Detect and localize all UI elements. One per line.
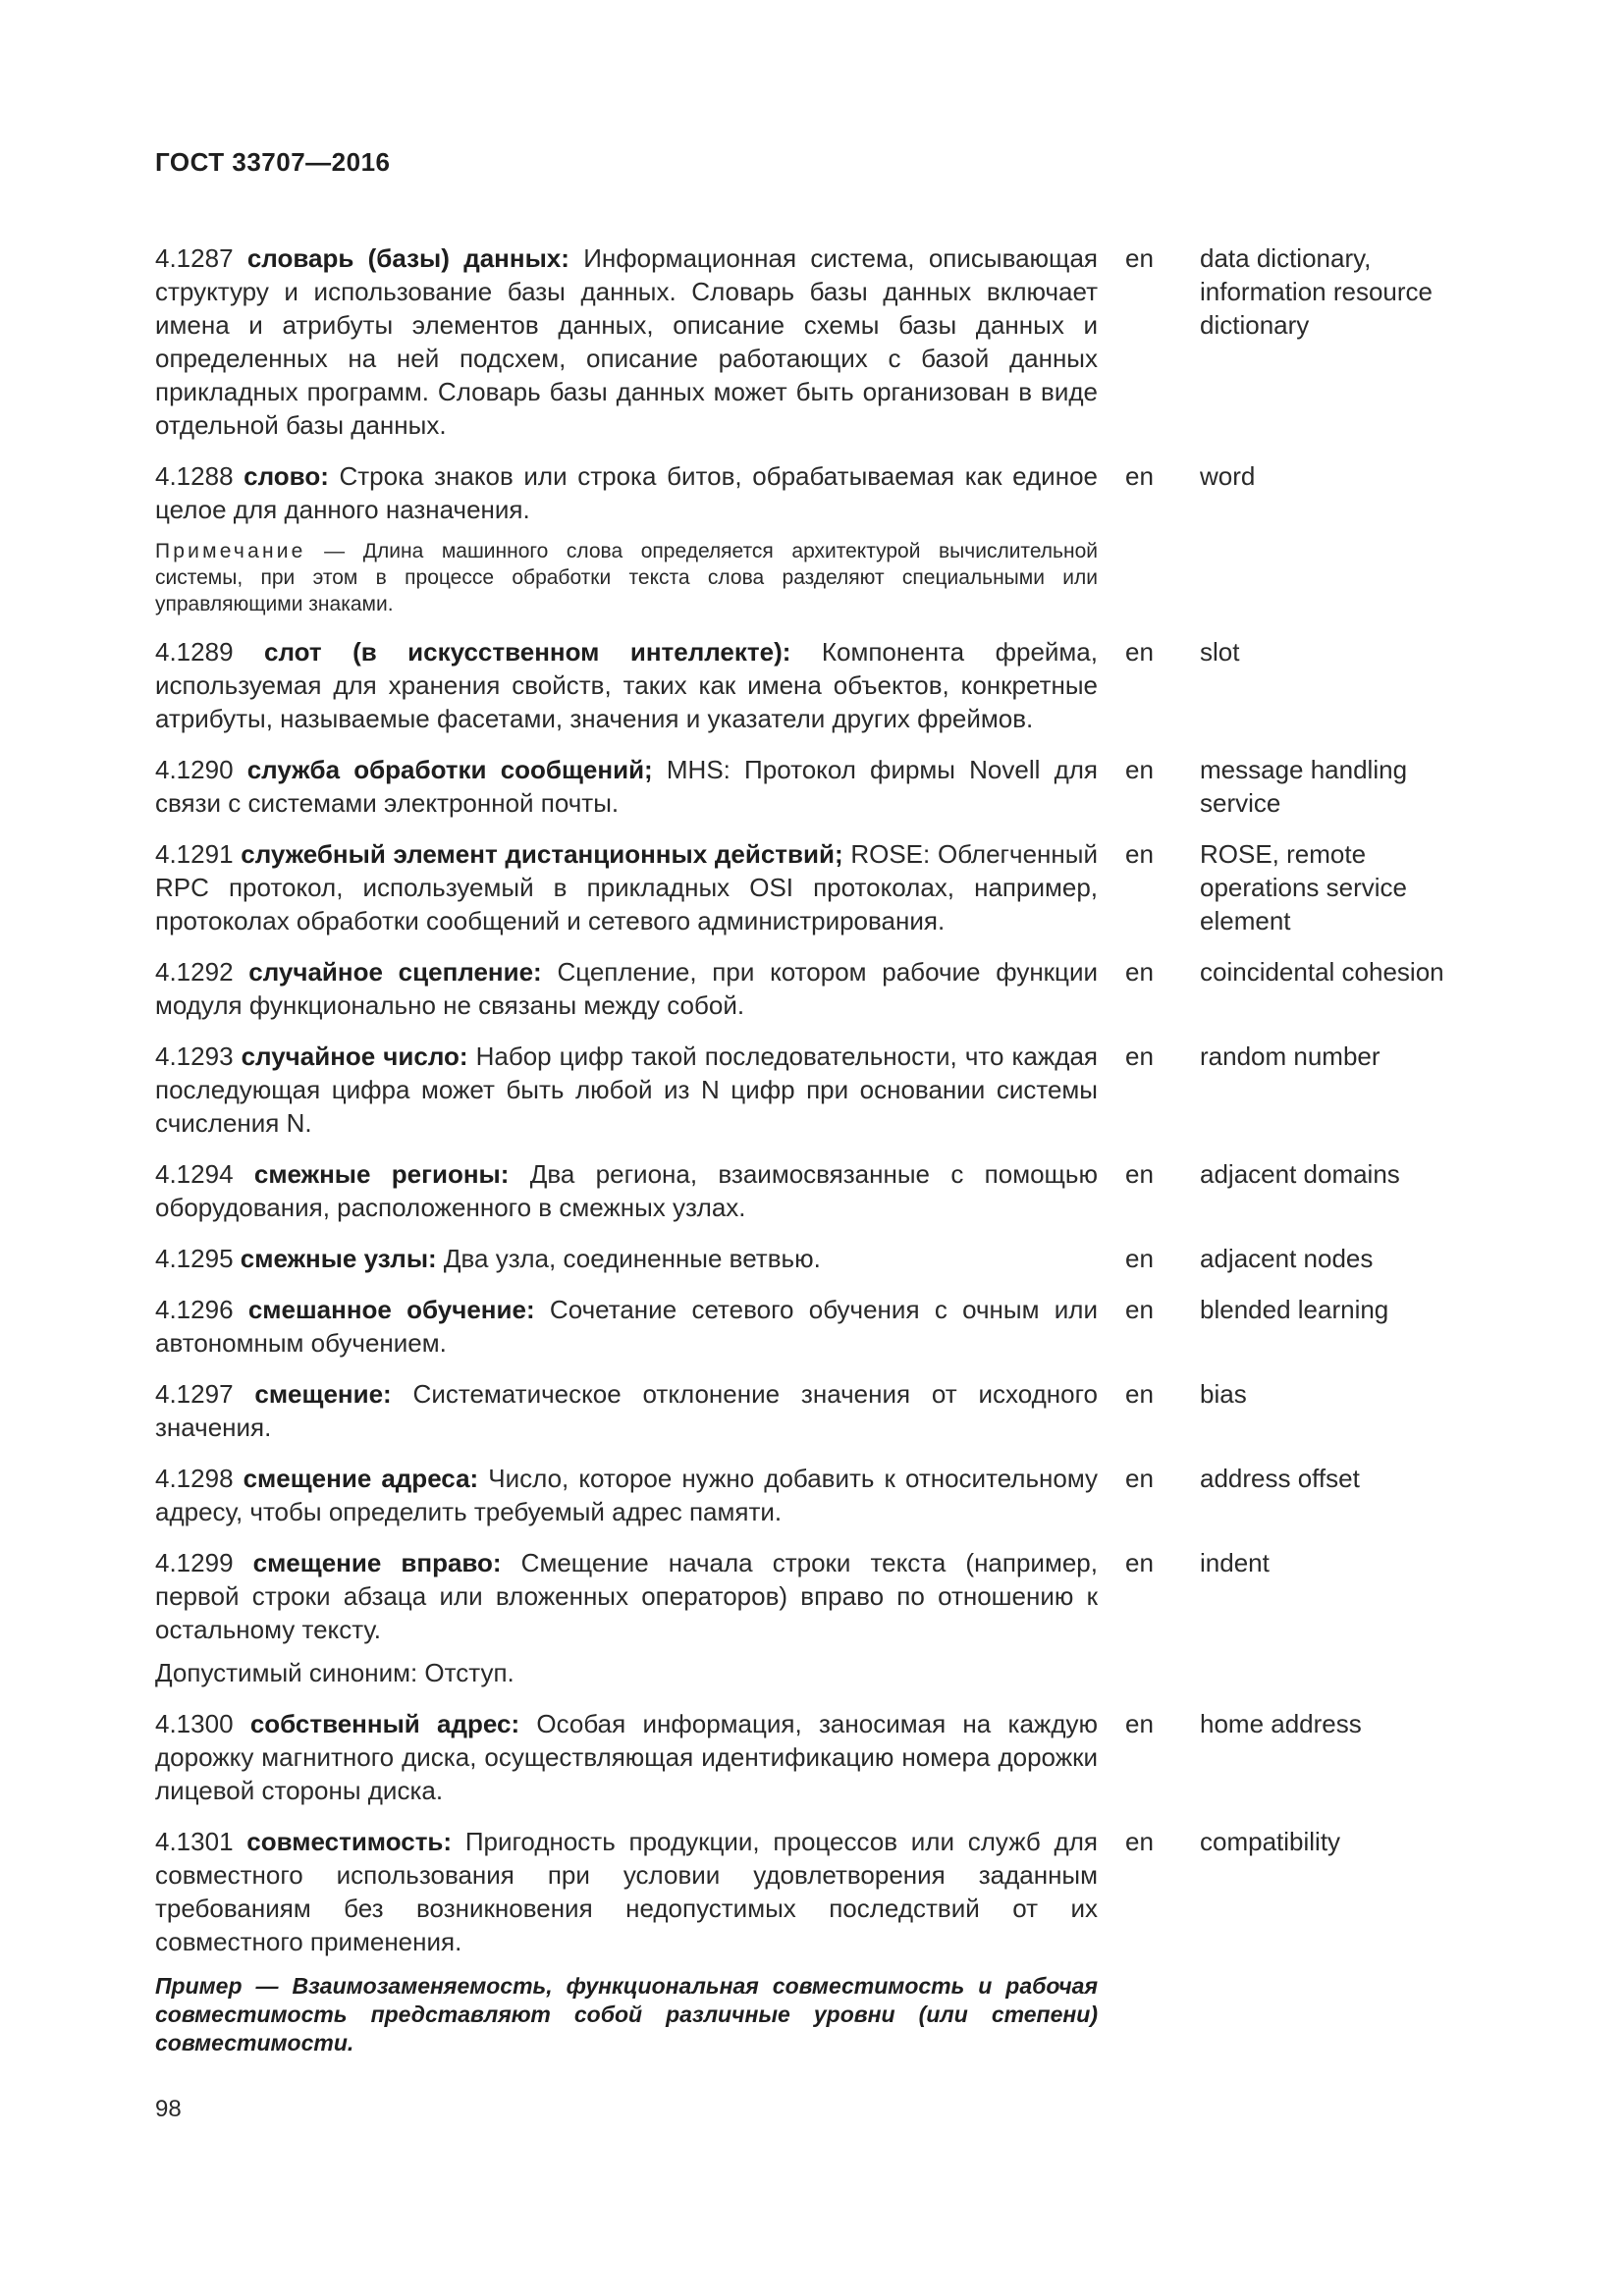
entry-text [155, 1040, 1098, 1140]
entry-definition: Пригодность продукции, процессов или служб для совместного использования при условии удовлетворения заданным требованиям без возникновения недопустимых последствий от их совместного применения. [155, 1827, 1098, 1956]
english-equivalent: blended learning [1200, 1295, 1389, 1324]
entry-term: совместимость: [246, 1827, 453, 1856]
language-code: en [1125, 755, 1154, 784]
entry-text [155, 241, 1098, 442]
entry-number: 4.1290 [155, 755, 234, 784]
language-code: en [1125, 243, 1154, 273]
entry-term: слово: [244, 461, 329, 491]
entry-number: 4.1297 [155, 1379, 234, 1409]
note-text: — Длина машинного слова определяется архитектурой вычислительной системы, при этом в процессе обработки текста слова разделяют специальными или управляющими знаками. [155, 540, 1099, 615]
entry-main [155, 753, 1098, 820]
entry-definition: Набор цифр такой последовательности, что каждая последующая цифра может быть любой из N цифр при основании системы счисления N. [155, 1041, 1098, 1138]
entry-definition: ROSE: Облегченный RPC протокол, используемый в прикладных OSI протоколах, например, протоколах обработки сообщений и сетевого администрирования. [155, 839, 1098, 935]
entry-text [155, 837, 1098, 937]
entry-definition: MHS: Протокол фирмы Novell для связи с системами электронной почты. [155, 755, 1098, 818]
entry-main [155, 1157, 1098, 1224]
document-header: ГОСТ 33707—2016 [155, 147, 391, 177]
entries-list [155, 241, 1490, 2075]
language-code: en [1125, 1041, 1154, 1071]
entry-text [155, 1377, 1098, 1444]
entry-text [155, 753, 1098, 820]
entry-example: Пример — Взаимозаменяемость, функциональная совместимость и рабочая совместимость представляют собой различные уровни (или степени) совместимости. [155, 1973, 1098, 2056]
entry-text [155, 459, 1098, 526]
entry-number: 4.1292 [155, 957, 234, 987]
entry-main [155, 955, 1098, 1022]
entry-number: 4.1295 [155, 1244, 234, 1273]
language-code: en [1125, 1159, 1154, 1189]
language-code: en [1125, 637, 1154, 667]
english-equivalent: adjacent nodes [1200, 1244, 1374, 1273]
english-equivalent: word [1200, 461, 1256, 491]
entry-definition: Информационная система, описывающая структуру и использование базы данных. Словарь базы данных включает имена и атрибуты элементов данных, описание схемы базы данных и определенных на ней подсхем, описание работающих с базой данных прикладных программ. Словарь базы данных может быть организован в виде отдельной базы данных. [155, 243, 1098, 440]
english-equivalent: data dictionary, information resource dictionary [1200, 243, 1433, 340]
entry-text [155, 1293, 1098, 1360]
entry-definition: Два региона, взаимосвязанные с помощью оборудования, расположенного в смежных узлах. [155, 1159, 1098, 1222]
english-equivalent: random number [1200, 1041, 1380, 1071]
entry-number: 4.1294 [155, 1159, 234, 1189]
entry-term: смещение вправо: [252, 1548, 502, 1577]
entry-text [155, 1707, 1098, 1807]
entry-main [155, 459, 1098, 617]
entry-main [155, 1462, 1098, 1528]
entry-4-1297 [155, 1377, 1490, 1444]
entry-4-1298 [155, 1462, 1490, 1528]
entry-definition: Число, которое нужно добавить к относительному адресу, чтобы определить требуемый адрес памяти. [155, 1464, 1098, 1526]
entry-main [155, 241, 1098, 442]
entry-definition: Особая информация, заносимая на каждую дорожку магнитного диска, осуществляющая идентификацию номера дорожки лицевой стороны диска. [155, 1709, 1098, 1805]
english-equivalent: ROSE, remote operations service element [1200, 839, 1407, 935]
english-equivalent: message handling service [1200, 755, 1408, 818]
entry-term: смещение: [254, 1379, 392, 1409]
entry-4-1292 [155, 955, 1490, 1022]
entry-term: смежные регионы: [253, 1159, 510, 1189]
entry-definition: Два узла, соединенные ветвью. [443, 1244, 821, 1273]
language-code: en [1125, 1244, 1154, 1273]
entry-number: 4.1288 [155, 461, 234, 491]
language-code: en [1125, 839, 1154, 869]
entry-definition: Систематическое отклонение значения от исходного значения. [155, 1379, 1098, 1442]
entry-number: 4.1301 [155, 1827, 234, 1856]
language-code: en [1125, 1548, 1154, 1577]
english-equivalent: coincidental cohesion [1200, 957, 1444, 987]
entry-term: собственный адрес: [249, 1709, 520, 1738]
entry-main [155, 1546, 1098, 1689]
entry-term: словарь (базы) данных: [246, 243, 569, 273]
entry-4-1299 [155, 1546, 1490, 1689]
english-equivalent: bias [1200, 1379, 1247, 1409]
language-code: en [1125, 1379, 1154, 1409]
language-code: en [1125, 957, 1154, 987]
entry-main [155, 837, 1098, 937]
entry-4-1294 [155, 1157, 1490, 1224]
entry-4-1289 [155, 635, 1490, 735]
entry-text [155, 1242, 1098, 1275]
entry-main [155, 1040, 1098, 1140]
entry-4-1300 [155, 1707, 1490, 1807]
entry-number: 4.1296 [155, 1295, 234, 1324]
entry-number: 4.1287 [155, 243, 234, 273]
entry-definition: Строка знаков или строка битов, обрабатываемая как единое целое для данного назначения. [155, 461, 1098, 524]
entry-4-1291 [155, 837, 1490, 937]
language-code: en [1125, 1464, 1154, 1493]
entry-4-1301 [155, 1825, 1490, 2057]
language-code: en [1125, 1827, 1154, 1856]
page-number: 98 [155, 2096, 182, 2122]
entry-term: случайное число: [241, 1041, 468, 1071]
language-code: en [1125, 461, 1154, 491]
entry-term: слот (в искусственном интеллекте): [264, 637, 791, 667]
entry-synonym: Допустимый синоним: Отступ. [155, 1658, 514, 1687]
entry-term: служебный элемент дистанционных действий; [241, 839, 843, 869]
entry-text [155, 955, 1098, 1022]
entry-number: 4.1298 [155, 1464, 234, 1493]
entry-4-1293 [155, 1040, 1490, 1140]
entry-main [155, 635, 1098, 735]
entry-number: 4.1299 [155, 1548, 234, 1577]
entry-term: служба обработки сообщений; [246, 755, 653, 784]
english-equivalent: compatibility [1200, 1827, 1341, 1856]
entry-main [155, 1707, 1098, 1807]
entry-number: 4.1289 [155, 637, 234, 667]
entry-term: случайное сцепление: [248, 957, 542, 987]
entry-definition: Сочетание сетевого обучения с очным или автономным обучением. [155, 1295, 1098, 1358]
entry-text [155, 1546, 1098, 1646]
entry-text [155, 1825, 1098, 1958]
entry-text [155, 1462, 1098, 1528]
entry-text [155, 635, 1098, 735]
entry-main [155, 1293, 1098, 1360]
entry-4-1287 [155, 241, 1490, 442]
entry-definition: Смещение начала строки текста (например, первой строки абзаца или вложенных операторов) вправо по отношению к остальному тексту. [155, 1548, 1098, 1644]
entry-note [155, 538, 1098, 617]
note-label: Примечание [155, 540, 306, 562]
entry-number: 4.1293 [155, 1041, 234, 1071]
english-equivalent: adjacent domains [1200, 1159, 1400, 1189]
entry-definition: Сцепление, при котором рабочие функции модуля функционально не связаны между собой. [155, 957, 1098, 1020]
english-equivalent: slot [1200, 637, 1240, 667]
entry-main [155, 1377, 1098, 1444]
entry-definition: Компонента фрейма, используемая для хранения свойств, таких как имена объектов, конкретные атрибуты, называемые фасетами, значения и указатели других фреймов. [155, 637, 1098, 733]
english-equivalent: address offset [1200, 1464, 1360, 1493]
entry-number: 4.1300 [155, 1709, 234, 1738]
entry-4-1296 [155, 1293, 1490, 1360]
english-equivalent: home address [1200, 1709, 1362, 1738]
entry-term: смещение адреса: [243, 1464, 479, 1493]
language-code: en [1125, 1709, 1154, 1738]
entry-number: 4.1291 [155, 839, 234, 869]
entry-4-1288 [155, 459, 1490, 617]
entry-term: смежные узлы: [240, 1244, 437, 1273]
entry-4-1290 [155, 753, 1490, 820]
entry-main [155, 1825, 1098, 2057]
english-equivalent: indent [1200, 1548, 1270, 1577]
entry-text [155, 1157, 1098, 1224]
language-code: en [1125, 1295, 1154, 1324]
entry-4-1295 [155, 1242, 1490, 1275]
entry-main [155, 1242, 1098, 1275]
entry-term: смешанное обучение: [247, 1295, 535, 1324]
